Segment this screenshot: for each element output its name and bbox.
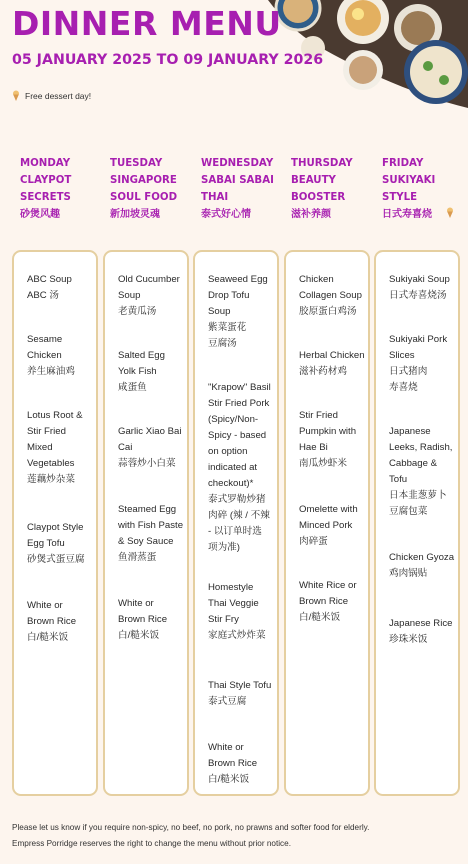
menu-item (27, 408, 99, 488)
menu-item-english: White or (208, 742, 244, 753)
menu-item-english: Thai Veggie (208, 598, 259, 609)
date-range: 05 JANUARY 2025 TO 09 JANUARY 2026 (12, 52, 324, 68)
day-name-line: FRIDAY (382, 158, 424, 169)
menu-item-english: Vegetables (27, 458, 75, 469)
menu-item-english: Old Cucumber (118, 274, 180, 285)
menu-item-english: Tofu (389, 474, 408, 485)
menu-item-english: Leeks, Radish, (389, 442, 453, 453)
menu-item-english: Sesame (27, 334, 63, 345)
menu-item-english: Slices (389, 350, 415, 361)
menu-item-english: Minced Pork (299, 520, 353, 531)
menu-item (389, 616, 461, 648)
menu-item (389, 272, 461, 304)
day-name-chinese: 滋补养颜 (291, 209, 331, 220)
menu-item-english: Sukiyaki Soup (389, 274, 450, 285)
menu-column-wednesday (193, 250, 279, 796)
menu-item-chinese: 咸蛋鱼 (118, 382, 147, 393)
menu-item-english: White or (118, 598, 154, 609)
menu-item-chinese: - 以订单时选 (208, 526, 262, 537)
menu-item (208, 380, 280, 556)
menu-item-english: Chicken (299, 274, 334, 285)
menu-item-chinese: 南瓜炒虾米 (299, 458, 347, 469)
menu-item-chinese: 老黄瓜汤 (118, 306, 157, 317)
day-name-line: SUKIYAKI (382, 175, 436, 186)
day-name-line: SOUL FOOD (110, 192, 178, 203)
menu-item (118, 502, 190, 566)
menu-item (389, 332, 461, 396)
menu-item-english: White or (27, 600, 63, 611)
menu-item-english: & Soy Sauce (118, 536, 174, 547)
menu-item-english: Salted Egg (118, 350, 165, 361)
menu-item-english: Cai (118, 442, 133, 453)
menu-item-english: Brown Rice (299, 596, 349, 607)
day-name-line: SABAI SABAI (201, 175, 274, 186)
menu-item (27, 598, 99, 646)
menu-column-friday (374, 250, 460, 796)
menu-item-english: Stir Fried Pork (208, 398, 270, 409)
menu-item-english: Seaweed Egg (208, 274, 268, 285)
menu-item-english: checkout)* (208, 478, 254, 489)
menu-item-english: Chicken (27, 350, 62, 361)
menu-item (208, 678, 280, 710)
menu-column-tuesday (103, 250, 189, 796)
menu-item-english: Brown Rice (208, 758, 258, 769)
menu-item-english: Brown Rice (27, 616, 77, 627)
menu-item-english: Sukiyaki Pork (389, 334, 448, 345)
menu-item-english: Herbal Chicken (299, 350, 365, 361)
menu-item-english: Drop Tofu (208, 290, 250, 301)
day-name-line: THAI (201, 192, 229, 203)
menu-item-english: Cabbage & (389, 458, 438, 469)
free-dessert-note (12, 90, 91, 101)
page-title: DINNER MENU (12, 4, 282, 43)
footer-notes (12, 820, 462, 852)
menu-item-chinese: 白/糙米饭 (208, 774, 250, 785)
menu-item (118, 424, 190, 472)
menu-item-chinese: 肉碎 (辣 / 不辣 (208, 510, 270, 521)
day-header-wednesday (201, 155, 291, 223)
menu-item-chinese: 鸡肉锅贴 (389, 568, 428, 579)
menu-item-chinese: 胶原蛋白鸡汤 (299, 306, 357, 317)
menu-item (299, 502, 371, 550)
menu-item (118, 272, 190, 320)
day-name-chinese: 日式寿喜烧 (382, 209, 432, 220)
menu-item (118, 596, 190, 644)
menu-item-english: Yolk Fish (118, 366, 157, 377)
menu-item (299, 348, 371, 380)
menu-item (208, 740, 280, 788)
menu-item-chinese: 白/糙米饭 (299, 612, 341, 623)
menu-item-english: indicated at (208, 462, 258, 473)
menu-item-chinese: 项为准) (208, 542, 240, 553)
menu-item-english: Claypot Style (27, 522, 84, 533)
menu-item-english: Soup (208, 306, 231, 317)
menu-item (299, 578, 371, 626)
menu-item-english: with Fish Paste (118, 520, 184, 531)
menu-item-chinese: 砂煲式蛋豆腐 (27, 554, 85, 565)
menu-item-english: (Spicy/Non- (208, 414, 259, 425)
menu-item-chinese: 白/糙米饭 (27, 632, 69, 643)
menu-item-english: Homestyle (208, 582, 254, 593)
menu-item-english: Chicken Gyoza (389, 552, 455, 563)
menu-item-chinese: 肉碎蛋 (299, 536, 328, 547)
menu-item (299, 272, 371, 320)
menu-item-chinese: 鱼滑蒸蛋 (118, 552, 157, 563)
menu-item-english: Stir Fried (27, 426, 66, 437)
menu-item (389, 424, 461, 520)
menu-item-chinese: 紫菜蛋花 (208, 322, 247, 333)
menu-column-monday (12, 250, 98, 796)
menu-item (208, 580, 280, 644)
day-name-line: BOOSTER (291, 192, 346, 203)
menu-item-chinese: 蒜蓉炒小白菜 (118, 458, 176, 469)
menu-item-english: Brown Rice (118, 614, 168, 625)
menu-item-english: Garlic Xiao Bai (118, 426, 182, 437)
day-header-thursday (291, 155, 381, 223)
menu-item (299, 408, 371, 472)
day-name-chinese: 泰式好心情 (201, 209, 251, 220)
menu-item-english: Stir Fried (299, 410, 338, 421)
menu-item-english: White Rice or (299, 580, 357, 591)
menu-item (27, 332, 99, 380)
menu-item-english: Hae Bi (299, 442, 328, 453)
day-header-monday (20, 155, 110, 223)
day-name-line: BEAUTY (291, 175, 336, 186)
menu-item-english: Pumpkin with (299, 426, 357, 437)
menu-item (208, 272, 280, 352)
menu-item-english: ABC Soup (27, 274, 72, 285)
ice-cream-icon (446, 207, 454, 218)
day-name-line: STYLE (382, 192, 418, 203)
menu-column-thursday (284, 250, 370, 796)
day-name-chinese: 砂煲风趣 (20, 209, 60, 220)
menu-item-chinese: 泰式罗勒炒猪 (208, 494, 266, 505)
menu-item-english: Omelette with (299, 504, 358, 515)
menu-item-chinese: 日式寿喜烧汤 (389, 290, 447, 301)
menu-item-english: Soup (118, 290, 141, 301)
menu-item-chinese: 滋补药材鸡 (299, 366, 347, 377)
day-name-line: THURSDAY (291, 158, 353, 169)
day-name-line: SINGAPORE (110, 175, 177, 186)
menu-item-english: on option (208, 446, 248, 457)
menu-item (118, 348, 190, 396)
ice-cream-icon (12, 90, 20, 101)
menu-item-english: "Krapow" Basil (208, 382, 271, 393)
day-name-line: WEDNESDAY (201, 158, 274, 169)
menu-item-english: Japanese (389, 426, 431, 437)
menu-item (27, 520, 99, 568)
menu-item-chinese: 白/糙米饭 (118, 630, 160, 641)
menu-item-english: Lotus Root & (27, 410, 83, 421)
menu-item-chinese: 日式猪肉 (389, 366, 428, 377)
menu-item-chinese: 日本韭葱萝卜 (389, 490, 447, 501)
menu-item-chinese: 泰式豆腐 (208, 696, 247, 707)
menu-item-english: Thai Style Tofu (208, 680, 272, 691)
menu-item-english: Spicy - based (208, 430, 267, 441)
menu-item-chinese: 珍珠米饭 (389, 634, 428, 645)
menu-item-english: Japanese Rice (389, 618, 453, 629)
day-name-line: TUESDAY (110, 158, 163, 169)
menu-item-chinese: 莲藕炒杂菜 (27, 474, 75, 485)
day-header-tuesday (110, 155, 200, 223)
menu-item-english: Collagen Soup (299, 290, 362, 301)
menu-item-english: Steamed Egg (118, 504, 177, 515)
menu-item-chinese: 寿喜烧 (389, 382, 418, 393)
footer-disclaimer: Empress Porridge reserves the right to change the menu without prior notice. (12, 839, 291, 848)
menu-item-chinese: 豆腐汤 (208, 338, 237, 349)
dessert-note-text: Free dessert day! (25, 90, 92, 101)
day-name-line: MONDAY (20, 158, 71, 169)
menu-item-english: Stir Fry (208, 614, 239, 625)
menu-item-chinese: 家庭式炒炸菜 (208, 630, 266, 641)
day-name-line: CLAYPOT (20, 175, 72, 186)
day-header-friday (382, 155, 468, 223)
menu-item-chinese: 养生麻油鸡 (27, 366, 75, 377)
menu-item (389, 550, 461, 582)
menu-item (27, 272, 99, 304)
menu-item-chinese: 豆腐包菜 (389, 506, 428, 517)
menu-item-english: Egg Tofu (27, 538, 65, 549)
day-name-line: SECRETS (20, 192, 71, 203)
menu-item-english: Mixed (27, 442, 53, 453)
day-name-chinese: 新加坡灵魂 (110, 209, 160, 220)
footer-dietary-note: Please let us know if you require non-spicy, no beef, no pork, no prawns and softer food for elderly. (12, 823, 370, 832)
menu-item-chinese: ABC 汤 (27, 290, 59, 301)
